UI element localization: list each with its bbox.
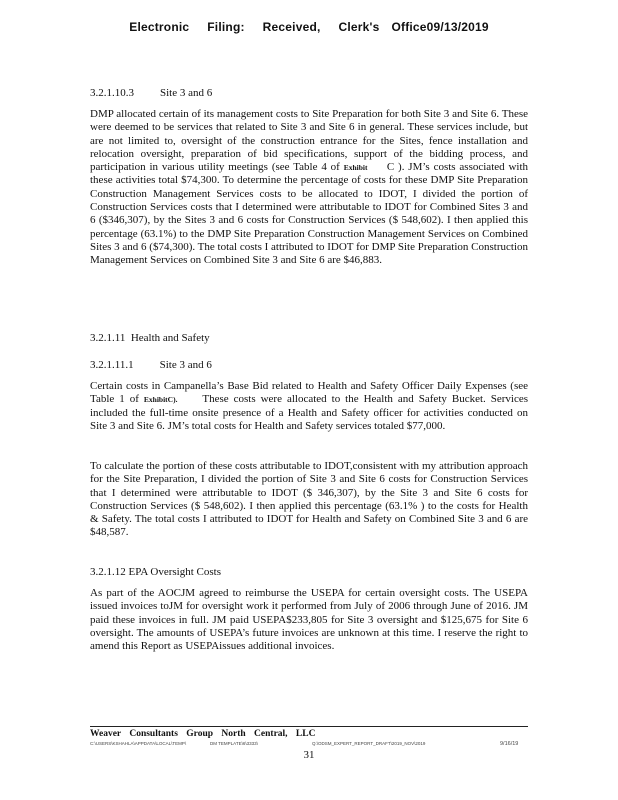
paragraph-text: Certain costs in Campanella’s Base Bid related to Health and Safety Officer Daily Expenses (see Table 1 of — [90, 380, 528, 406]
paragraph-health-safety-costs — [90, 380, 528, 433]
exhibit-letter: C — [386, 161, 395, 174]
header-word-4: Clerk's — [338, 20, 380, 34]
section-number: 3.2.1.11.1 — [90, 359, 134, 371]
section-title: Site 3 and 6 — [160, 87, 213, 99]
header-word-5: Office09/13/2019 — [391, 20, 489, 34]
footer-firm-name: Weaver Consultants Group North Central, LLC — [90, 729, 316, 739]
paragraph-text: ). JM’s costs associated with these activities total $74,300. To determine the percentage of costs for these DMP Site Preparation Construction Management Services costs to be allocated to IDOT, I divided the portion of Construction Services costs that I determined were attributable to IDOT for Combined Sites 3 and 6 ($346,307), by the Sites 3 and 6 costs for Construction Services ($ 548,602). I then applied this percentage (63.1%) to the DMP Site Preparation Construction Management Services on Combined Sites 3 and 6 ($74,300). The total costs I attributed to IDOT for DMP Site Preparation Construction Management Services on Combined Site 3 and Site 6 are $46,883. — [90, 161, 529, 267]
header-word-2: Filing: — [207, 20, 245, 34]
section-number: 3.2.1.12 — [90, 566, 126, 578]
paragraph-text: To calculate the portion of these costs attributable to IDOT,consistent with my attribution approach for the Site Preparation, I divided the portion of Site 3 and Site 6 costs for Construction Services that I determined were attributable to IDOT ($ 346,307), by the Site 3 and Site 6 costs for Construction Services ($ 548,602). I then applied this percentage (63.1% ) to the costs for Health & Safety. The total costs I attributed to IDOT for Health and Safety on Combined Site 3 and 6 are $48,587. — [90, 460, 528, 539]
header-word-3: Received, — [262, 20, 321, 34]
paragraph-site-prep-management — [90, 108, 528, 268]
section-title: EPA Oversight Costs — [128, 566, 222, 578]
section-number: 3.2.1.11 — [90, 332, 126, 344]
filing-header — [0, 20, 618, 34]
footer-divider — [90, 726, 528, 727]
paragraph-epa-oversight — [90, 587, 528, 653]
section-heading-hs-site-3-and-6 — [90, 359, 528, 372]
section-heading-site-3-and-6 — [90, 87, 528, 100]
paragraph-text: These costs were allocated to the Health and Safety Bucket. Services included the full-time onsite presence of a Health and Safety officer for activities conducted on Site 3 and Site 6. JM’s total costs for Health and Safety services totaled $77,000. — [90, 393, 529, 432]
paragraph-health-safety-attribution — [90, 460, 528, 540]
footer-template-path: DM TEMPLATE\6\3333\ — [210, 741, 258, 746]
section-number: 3.2.1.10.3 — [90, 87, 134, 99]
exhibit-label: ExhibitC). — [143, 395, 178, 405]
section-heading-epa-oversight — [90, 566, 528, 579]
paragraph-text: As part of the AOCJM agreed to reimburse the USEPA for certain oversight costs. The USEPA issued invoices toJM for oversight work it performed from July of 2006 through June of 2016. JM paid these invoices in full. JM paid USEPA$233,805 for Site 3 oversight and $125,675 for Site 6 oversight. The amounts of USEPA’s future invoices are unknown at this time. I reserve the right to amend this Report as USEPAissues additional invoices. — [90, 587, 528, 653]
page-number: 31 — [303, 749, 315, 761]
footer-report-path: Q:\ODSM_EXPERT_REPORT_DRAFT\2019_NOV\2019 — [312, 741, 426, 746]
section-title: Health and Safety — [130, 332, 210, 344]
section-heading-health-and-safety — [90, 332, 528, 345]
section-title: Site 3 and 6 — [159, 359, 212, 371]
footer-date: 9/16/19 — [500, 741, 519, 747]
footer-file-path: C:\USERS\KSHAHLA\APPDATA\LOCAL\TEMP\ — [90, 741, 187, 746]
exhibit-label: Exhibit — [343, 163, 368, 173]
header-word-1: Electronic — [129, 20, 190, 34]
paragraph-text: DMP allocated certain of its management costs to Site Preparation for both Site 3 and Site 6. These were deemed to be services that related to Site 3 and Site 6 in general. These services include, but are not limited to, oversight of the construction entrance for the Sites, fence installation and relocation oversight, preparation of bid specifications, support of the bidding process, and participation in various utility meetings (see Table 4 of — [90, 108, 528, 174]
